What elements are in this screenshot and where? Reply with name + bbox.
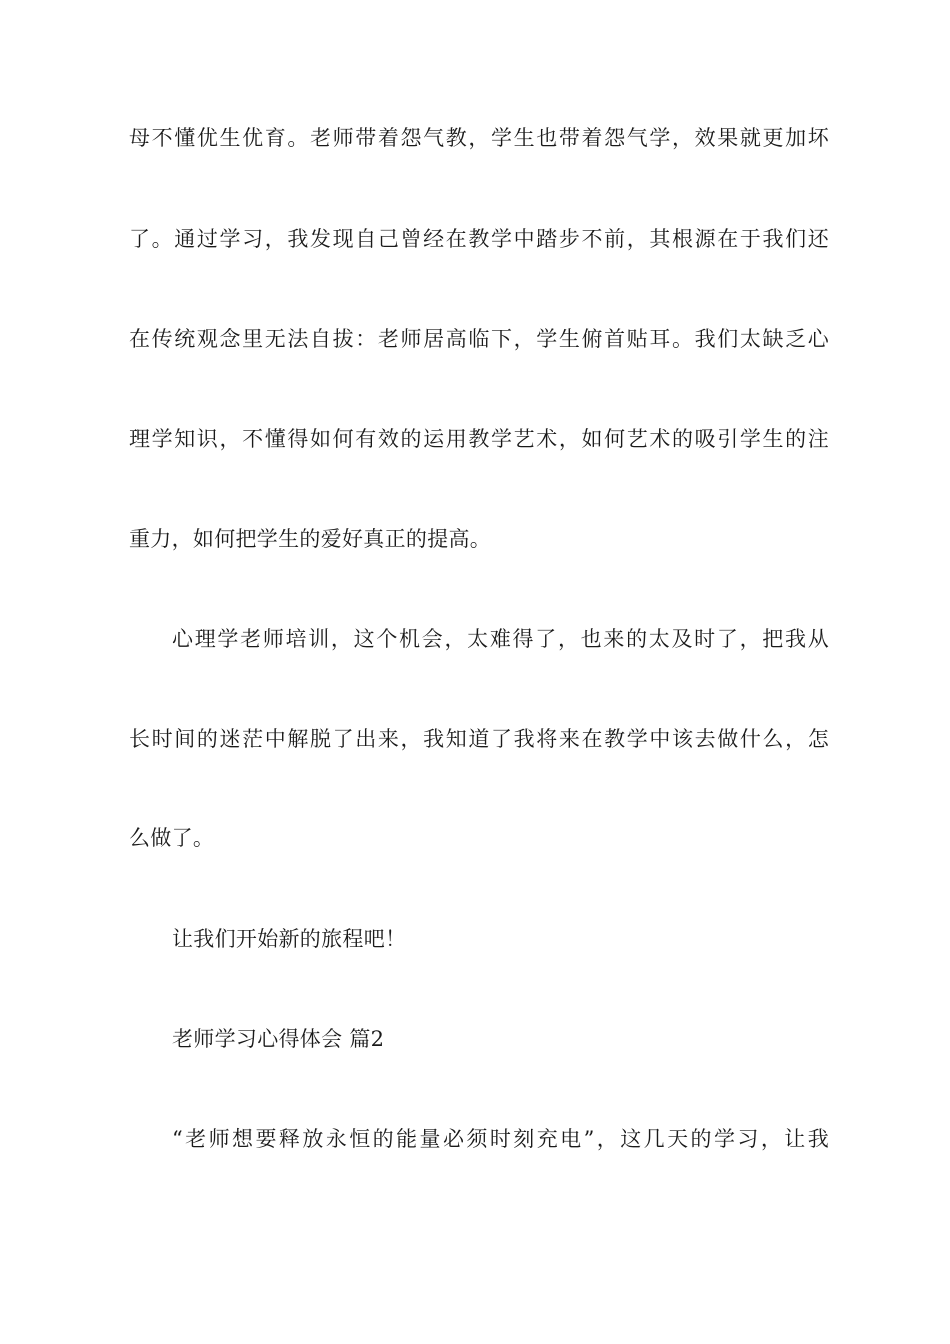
paragraph-line: “老师想要释放永恒的能量必须时刻充电”，这几天的学习，让我 [172, 1127, 829, 1151]
paragraph-line: 重力，如何把学生的爱好真正的提高。 [129, 527, 492, 551]
section-heading: 老师学习心得体会 篇2 [172, 1027, 385, 1051]
paragraph-line: 长时间的迷茫中解脱了出来，我知道了我将来在教学中该去做什么，怎 [129, 727, 829, 751]
paragraph-line: 么做了。 [129, 826, 215, 850]
paragraph-line: 在传统观念里无法自拔：老师居高临下，学生俯首贴耳。我们太缺乏心 [129, 327, 829, 351]
paragraph-line: 了。通过学习，我发现自己曾经在教学中踏步不前，其根源在于我们还 [129, 227, 829, 251]
paragraph-line: 理学知识，不懂得如何有效的运用教学艺术，如何艺术的吸引学生的注 [129, 427, 829, 451]
paragraph-line: 让我们开始新的旅程吧！ [172, 927, 407, 951]
paragraph-line: 心理学老师培训，这个机会，太难得了，也来的太及时了，把我从 [172, 627, 829, 651]
paragraph-line: 母不懂优生优育。老师带着怨气教，学生也带着怨气学，效果就更加坏 [129, 126, 829, 150]
